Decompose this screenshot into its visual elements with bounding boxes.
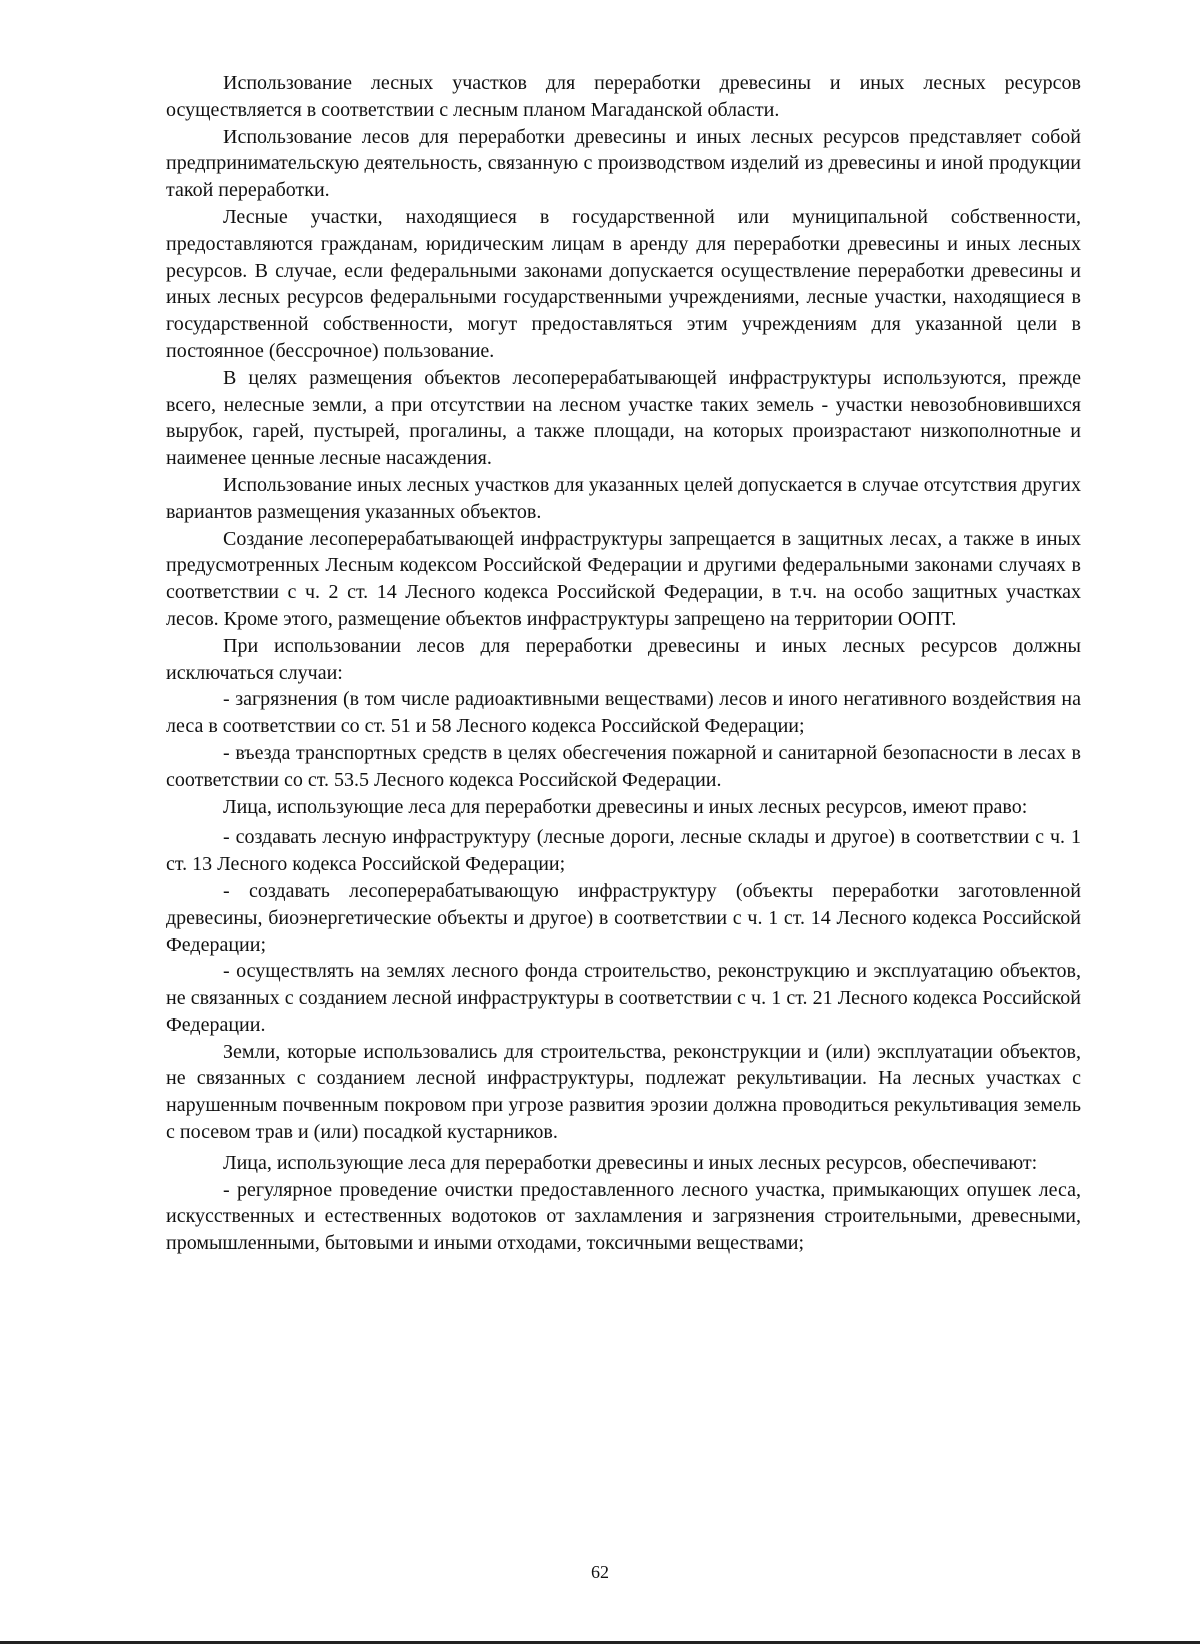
paragraph-obligations-intro: Лица, использующие леса для переработки древесины и иных лесных ресурсов, обеспечивают:: [223, 1151, 1038, 1174]
paragraph-excluded-cases-intro: При использовании лесов для переработки древесины и иных лесных ресурсов должны исключаться случаи:: [166, 634, 1081, 684]
list-item-processing-infrastructure: - создавать лесоперерабатывающую инфраструктуру (объекты переработки заготовленной древесины, биоэнергетические объекты и другое) в соответствии с ч. 1 ст. 14 Лесного кодекса Российской Федерации;: [166, 879, 1081, 956]
paragraph-protective-forests: Создание лесоперерабатывающей инфраструктуры запрещается в защитных лесах, а также в иных предусмотренных Лесным кодексом Российской Федерации и другими федеральными законами случаях в соответствии с ч. 2 ст. 14 Лесного кодекса Российской Федерации, в т.ч. на особо защитных участках лесов. Кроме этого, размещение объектов инфраструктуры запрещено на территории ООПТ.: [166, 527, 1081, 630]
list-item-vehicle-entry: - въезда транспортных средств в целях обесгечения пожарной и санитарной безопасности в лесах в соответствии со ст. 53.5 Лесного кодекса Российской Федерации.: [166, 741, 1081, 791]
paragraph-forest-plan: Использование лесных участков для переработки древесины и иных лесных ресурсов осуществляется в соответствии с лесным планом Магаданской области.: [166, 72, 1081, 121]
list-item-forest-infrastructure: - создавать лесную инфраструктуру (лесные дороги, лесные склады и другое) в соответствии с ч. 1 ст. 13 Лесного кодекса Российской Федерации;: [166, 826, 1081, 876]
page-number: 62: [591, 1562, 609, 1582]
paragraph-infrastructure-placement: В целях размещения объектов лесоперерабатывающей инфраструктуры используются, прежде всего, нелесные земли, а при отсутствии на лесном участке таких земель - участки невозобновившихся вырубок, гарей, пустырей, прогалины, а также площади, на которых произрастают низкополнотные и наименее ценные лесные насаждения.: [166, 366, 1081, 470]
list-item-construction: - осуществлять на землях лесного фонда строительство, реконструкцию и эксплуатацию объектов, не связанных с созданием лесной инфраструктуры в соответствии с ч. 1 ст. 21 Лесного кодекса Российской Федерации.: [166, 960, 1081, 1036]
list-item-pollution: - загрязнения (в том числе радиоактивными веществами) лесов и иного негативного воздействия на леса в соответствии со ст. 51 и 58 Лесного кодекса Российской Федерации;: [166, 688, 1081, 738]
paragraph-other-plots: Использование иных лесных участков для указанных целей допускается в случае отсутствия других вариантов размещения указанных объектов.: [166, 473, 1081, 523]
bottom-scan-border: [0, 1641, 1200, 1644]
paragraph-entrepreneurial-activity: Использование лесов для переработки древесины и иных лесных ресурсов представляет собой предпринимательскую деятельность, связанную с производством изделий из древесины и иной продукции такой переработки.: [166, 125, 1081, 202]
document-body: [166, 70, 1081, 1257]
list-item-cleaning: - регулярное проведение очистки предоставленного лесного участка, примыкающих опушек леса, искусственных и естественных водотоков от захламления и загрязнения строительными, древесными, промышленными, бытовыми и иными отходами, токсичными веществами;: [166, 1178, 1081, 1255]
paragraph-rights-intro: Лица, использующие леса для переработки древесины и иных лесных ресурсов, имеют право:: [223, 795, 1028, 818]
paragraph-recultivation: Земли, которые использовались для строительства, реконструкции и (или) эксплуатации объектов, не связанных с созданием лесной инфраструктуры, подлежат рекультивации. На лесных участках с нарушенным почвенным покровом при угрозе развития эрозии должна проводиться рекультивация земель с посевом трав и (или) посадкой кустарников.: [166, 1040, 1081, 1144]
paragraph-lease-provision: Лесные участки, находящиеся в государственной или муниципальной собственности, предоставляются гражданам, юридическим лицам в аренду для переработки древесины и иных лесных ресурсов. В случае, если федеральными законами допускается осуществление переработки древесины и иных лесных ресурсов федеральными государственными учреждениями, лесные участки, находящиеся в государственной собственности, могут предоставляться этим учреждениям для указанной цели в постоянное (бессрочное) пользование.: [166, 205, 1081, 362]
